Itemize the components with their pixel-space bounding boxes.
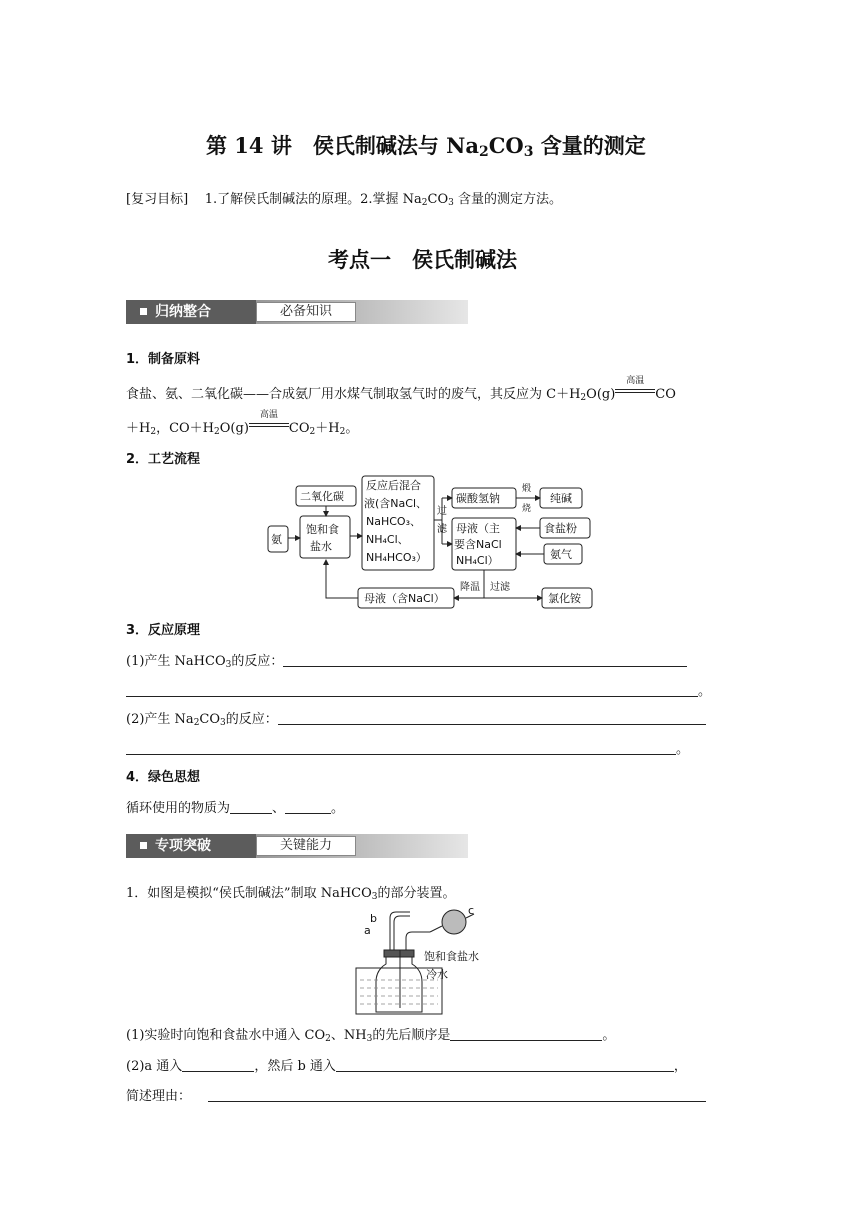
raw-materials-line1: 食盐、氨、二氧化碳——合成氨厂用水煤气制取氢气时的废气，其反应为 $C+H_2O(g)$ 高温 CO: [126, 376, 676, 403]
answer-line: 。: [126, 680, 711, 699]
answer-line: 。: [126, 738, 689, 757]
exercise-question-1: 1．如图是模拟“侯氏制碱法”制取 NaHCO$_3$的部分装置。: [126, 886, 456, 902]
svg-text:烧: 烧: [522, 504, 532, 514]
answer-blank[interactable]: [278, 711, 706, 725]
svg-text:食盐粉: 食盐粉: [544, 522, 577, 535]
svg-text:母液（主: 母液（主: [456, 522, 500, 535]
answer-blank[interactable]: [336, 1058, 674, 1072]
heading-process-flow: 2．工艺流程: [126, 452, 201, 467]
answer-blank[interactable]: [283, 653, 687, 667]
svg-text:NH₄Cl）: NH₄Cl）: [456, 554, 499, 567]
svg-text:NaHCO₃、: NaHCO₃、: [366, 515, 421, 528]
svg-text:液(含NaCl、: 液(含NaCl、: [364, 497, 427, 510]
svg-text:要含NaCl: 要含NaCl: [454, 538, 502, 551]
section-banner-knowledge: 归纳整合 必备知识: [126, 300, 468, 324]
svg-text:过滤: 过滤: [490, 582, 510, 593]
sub-question-2: (2)a 通入 ，然后 b 通入 ，: [126, 1059, 687, 1074]
svg-text:氨气: 氨气: [550, 548, 572, 561]
svg-text:b: b: [370, 912, 377, 925]
svg-text:二氧化碳: 二氧化碳: [300, 490, 344, 503]
answer-blank[interactable]: [230, 800, 272, 814]
section-banner-ability: 专项突破 关键能力: [126, 834, 468, 858]
svg-text:反应后混合: 反应后混合: [366, 479, 421, 492]
svg-text:降温: 降温: [460, 582, 480, 593]
svg-text:纯碱: 纯碱: [550, 492, 572, 505]
svg-text:a: a: [364, 924, 371, 937]
raw-materials-line2: $+H_2$，$CO+H_2O(g)$ 高温 $CO_2+H_2$。: [126, 410, 359, 437]
svg-text:氨: 氨: [271, 533, 282, 546]
question-nahco3-reaction: (1)产生 NaHCO$_3$的反应：: [126, 650, 687, 670]
heading-green-idea: 4．绿色思想: [126, 770, 201, 785]
svg-text:过: 过: [437, 506, 447, 517]
sub-question-reason: 简述理由：: [126, 1085, 706, 1104]
answer-blank[interactable]: [126, 741, 676, 755]
heading-raw-materials: 1．制备原料: [126, 352, 201, 367]
apparatus-figure: [350, 908, 510, 1018]
svg-text:NH₄HCO₃）: NH₄HCO₃）: [366, 551, 427, 564]
svg-text:氯化铵: 氯化铵: [548, 592, 581, 605]
square-icon: [140, 308, 147, 315]
section-title: 考点一 侯氏制碱法: [328, 247, 517, 272]
heading-reaction-principle: 3．反应原理: [126, 623, 201, 638]
svg-text:NH₄Cl、: NH₄Cl、: [366, 533, 409, 546]
high-temp-condition: 高温: [615, 384, 655, 398]
svg-text:c: c: [468, 908, 475, 917]
high-temp-condition: 高温: [249, 418, 289, 432]
recycled-substances: 循环使用的物质为 、 。: [126, 801, 345, 816]
svg-text:饱和食盐水: 饱和食盐水: [424, 950, 479, 963]
svg-text:母液（含NaCl）: 母液（含NaCl）: [364, 592, 445, 605]
review-objectives: [复习目标] 1.了解侯氏制碱法的原理。2.掌握 $Na_2CO_3$ 含量的测定方法。: [126, 192, 562, 208]
answer-blank[interactable]: [208, 1088, 706, 1102]
svg-text:煅: 煅: [522, 484, 532, 494]
page-title: 第 14 讲 侯氏制碱法与 $Na_2CO_3$ 含量的测定: [206, 133, 646, 160]
svg-text:碳酸氢钠: 碳酸氢钠: [456, 492, 500, 505]
question-na2co3-reaction: (2)产生 $Na_2CO_3$的反应：: [126, 708, 706, 728]
process-flow-diagram: [262, 474, 598, 610]
answer-blank[interactable]: [450, 1027, 602, 1041]
square-icon: [140, 842, 147, 849]
svg-text:盐水: 盐水: [310, 540, 332, 553]
answer-blank[interactable]: [182, 1058, 254, 1072]
answer-blank[interactable]: [285, 800, 331, 814]
svg-text:滤: 滤: [437, 524, 447, 535]
sub-question-1: (1)实验时向饱和食盐水中通入 $CO_2$、$NH_3$的先后顺序是 。: [126, 1028, 616, 1044]
svg-text:冷水: 冷水: [426, 968, 448, 981]
answer-blank[interactable]: [126, 683, 698, 697]
svg-text:饱和食: 饱和食: [306, 523, 339, 536]
review-tag: [复习目标]: [126, 192, 189, 207]
